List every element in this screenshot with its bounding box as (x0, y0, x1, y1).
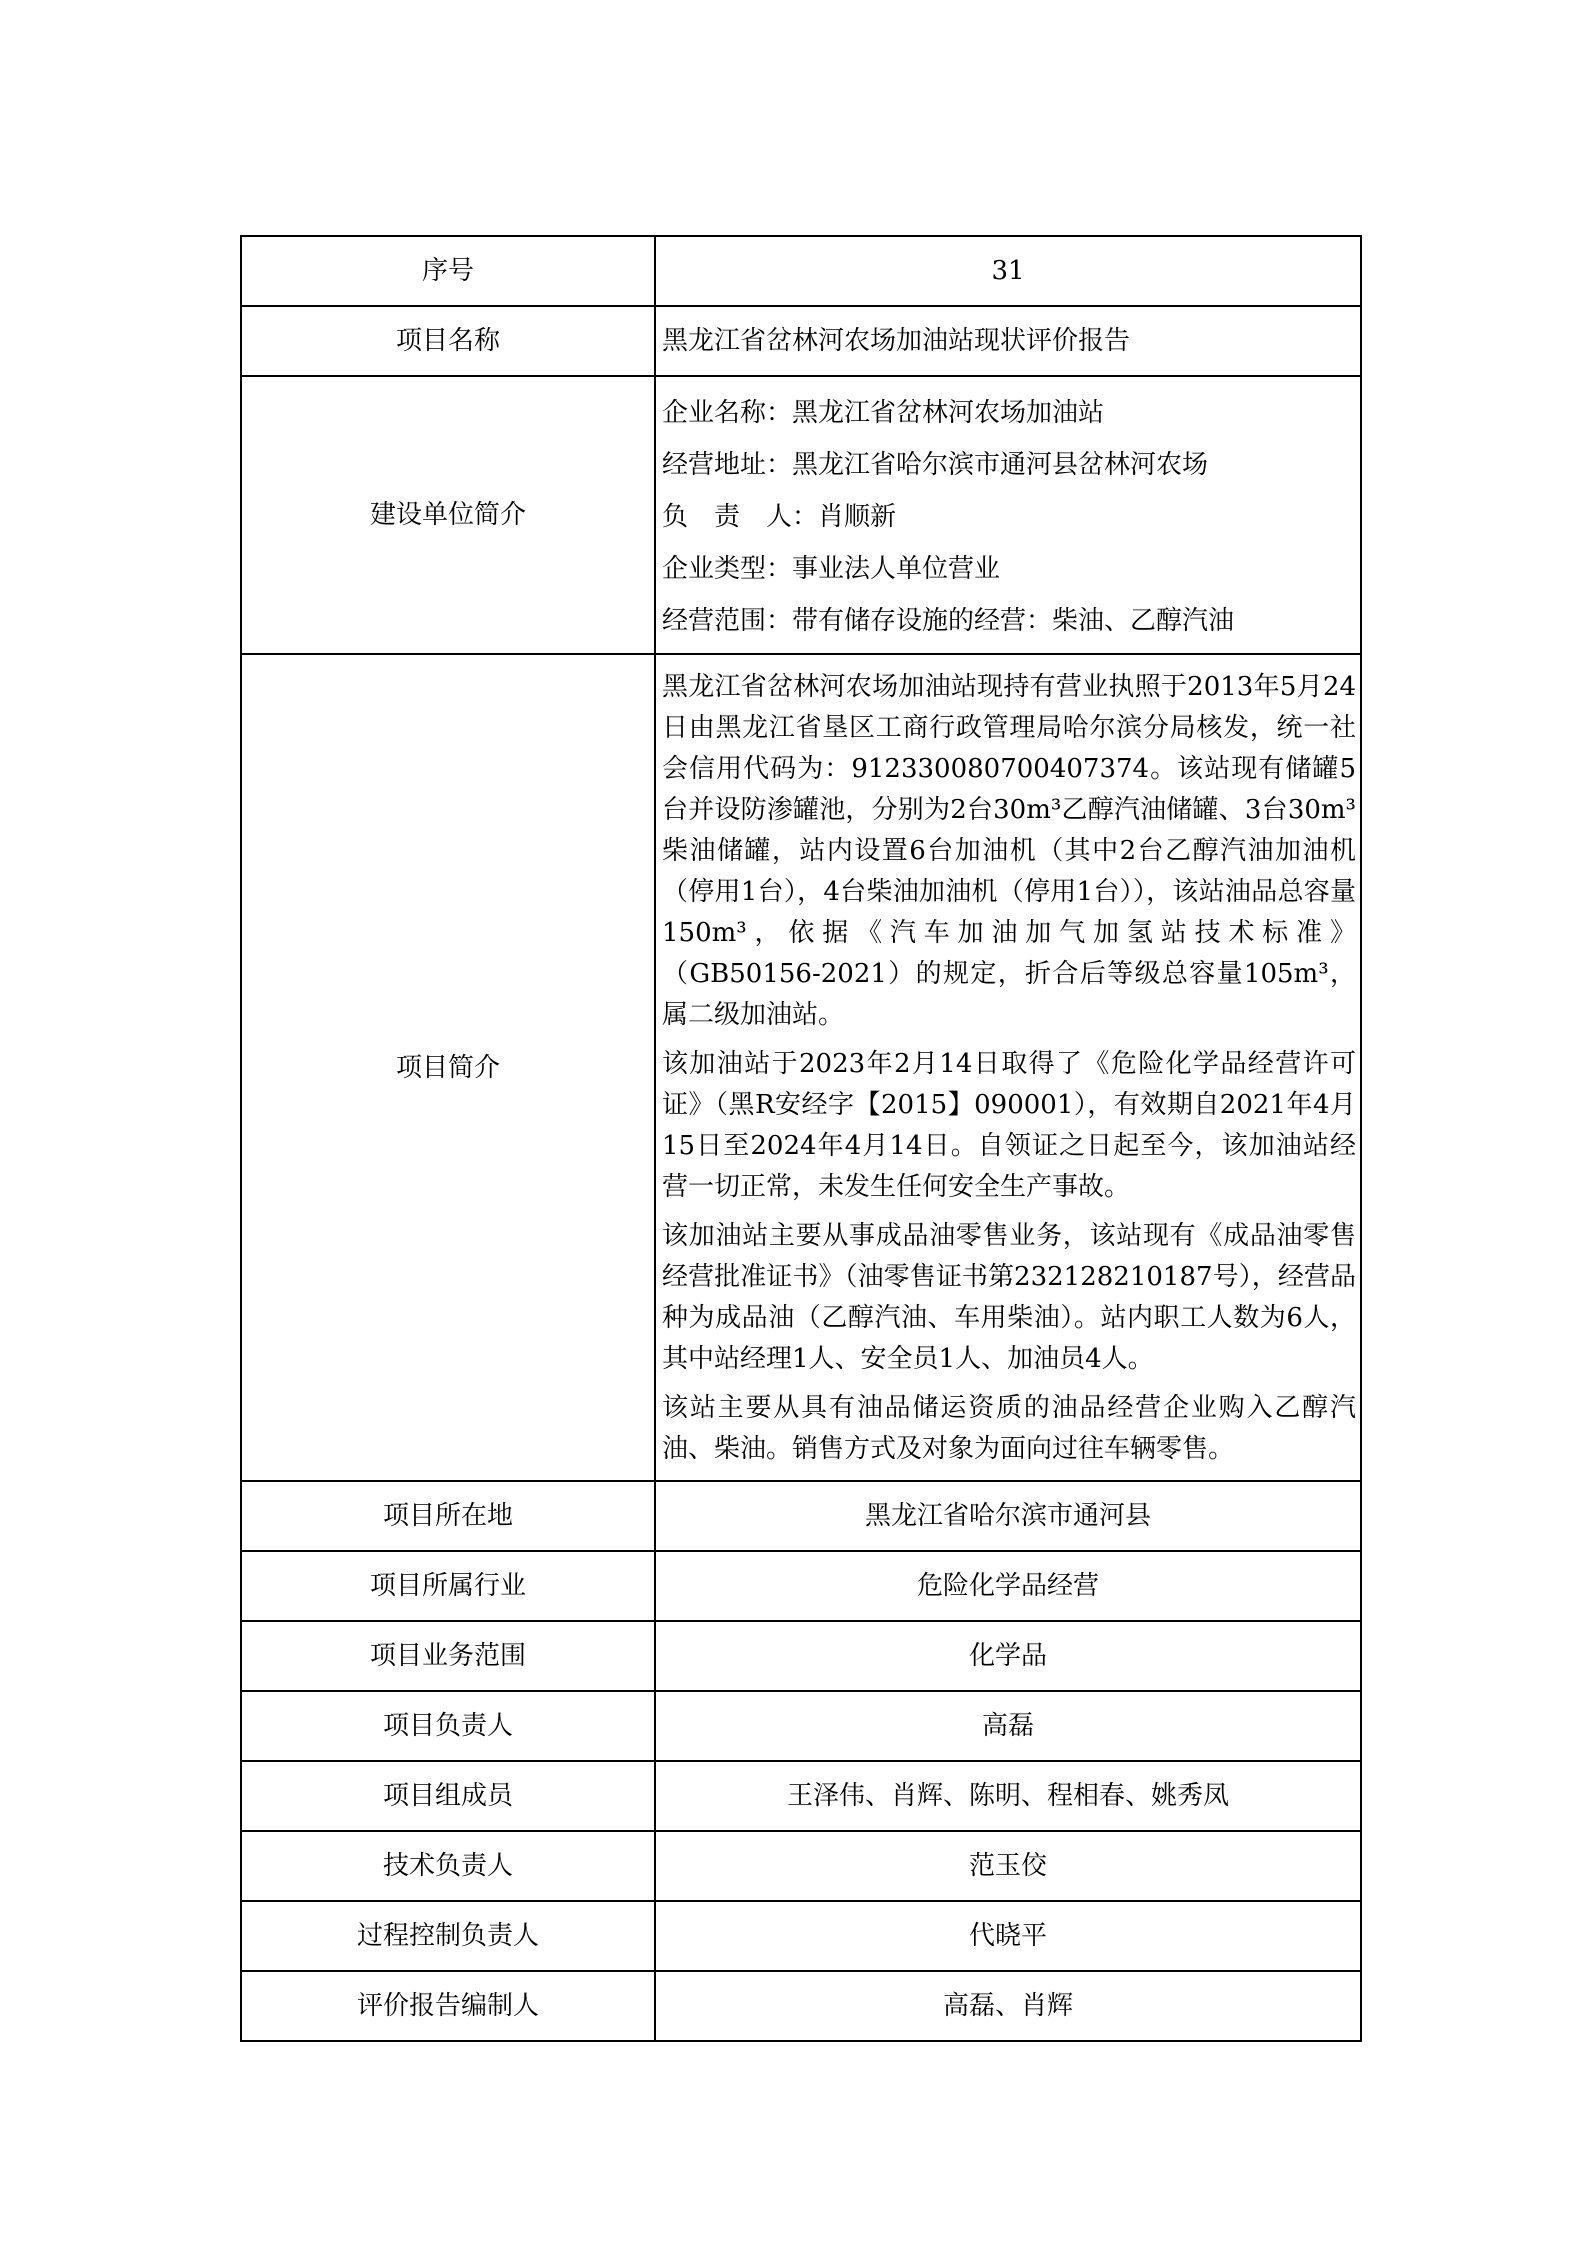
intro-paragraph: 黑龙江省岔林河农场加油站现持有营业执照于2013年5月24日由黑龙江省垦区工商行政管理局哈尔滨分局核发，统一社会信用代码为：91233008070040737​4。该站现有储罐5台并设防渗罐池，分别为2台30m³乙醇汽油储罐、3台30m³柴油储罐，站内设置6台加油机（其中2台乙醇汽油加油机（停用1台），4台柴油加油机（停用1台）），该站油品总容量150m³，依据《汽车加油加气加氢站技术标准》（GB50156-2021）的规定，折合后等级总容量105m³，属二级加油站。 (662, 672, 1356, 1030)
project-intro-value (655, 654, 1361, 1481)
unit-type: 企业类型：事业法人单位营业 (662, 554, 1001, 584)
intro-paragraph: 该站主要从具有油品储运资质的油品经营企业购入乙醇汽油、柴油。销售方式及对象为面向过往车辆零售。 (662, 1393, 1356, 1464)
row-project-leader (241, 1691, 1361, 1761)
report-author-label: 评价报告编制人 (241, 1971, 655, 2041)
unit-person-in-charge: 负 责 人：肖顺新 (662, 502, 897, 532)
row-location (241, 1481, 1361, 1551)
row-report-author (241, 1971, 1361, 2041)
project-leader-value: 高磊 (655, 1691, 1361, 1761)
row-project-name (241, 306, 1361, 376)
business-scope-label: 项目业务范围 (241, 1621, 655, 1691)
business-scope-value: 化学品 (655, 1621, 1361, 1691)
team-members-label: 项目组成员 (241, 1761, 655, 1831)
location-value: 黑龙江省哈尔滨市通河县 (655, 1481, 1361, 1551)
project-leader-label: 项目负责人 (241, 1691, 655, 1761)
project-info-table (240, 235, 1362, 2042)
project-intro-label: 项目简介 (241, 654, 655, 1481)
location-label: 项目所在地 (241, 1481, 655, 1551)
seq-label: 序号 (241, 236, 655, 306)
project-name-value: 黑龙江省岔林河农场加油站现状评价报告 (655, 306, 1361, 376)
unit-address: 经营地址：黑龙江省哈尔滨市通河县岔林河农场 (662, 450, 1209, 480)
unit-intro-label: 建设单位简介 (241, 376, 655, 654)
row-team-members (241, 1761, 1361, 1831)
unit-business-scope: 经营范围：带有储存设施的经营：柴油、乙醇汽油 (662, 606, 1235, 636)
industry-value: 危险化学品经营 (655, 1551, 1361, 1621)
row-project-intro (241, 654, 1361, 1481)
row-seq (241, 236, 1361, 306)
process-control-value: 代晓平 (655, 1901, 1361, 1971)
unit-intro-value (655, 376, 1361, 654)
intro-paragraph: 该加油站主要从事成品油零售业务，该站现有《成品油零售经营批准证书》（油零售证书第232128210187号），经营品种为成品油（乙醇汽油、车用柴油）。站内职工人数为6人，其中站经理1人、安全员1人、加油员4人。 (662, 1221, 1356, 1374)
intro-paragraph: 该加油站于2023年2月14日取得了《危险化学品经营许可证》（黑R安经字【2015】090001），有效期自2021年4月15日至2024年4月14日。自领证之日起至今，该加油站经营一切正常，未发生任何安全生产事故。 (662, 1049, 1356, 1202)
tech-leader-value: 范玉佼 (655, 1831, 1361, 1901)
seq-value: 31 (655, 236, 1361, 306)
row-tech-leader (241, 1831, 1361, 1901)
row-process-control (241, 1901, 1361, 1971)
tech-leader-label: 技术负责人 (241, 1831, 655, 1901)
unit-company-name: 企业名称：黑龙江省岔林河农场加油站 (662, 398, 1105, 428)
row-industry (241, 1551, 1361, 1621)
row-business-scope (241, 1621, 1361, 1691)
industry-label: 项目所属行业 (241, 1551, 655, 1621)
team-members-value: 王泽伟、肖辉、陈明、程相春、姚秀凤 (655, 1761, 1361, 1831)
project-name-label: 项目名称 (241, 306, 655, 376)
process-control-label: 过程控制负责人 (241, 1901, 655, 1971)
report-author-value: 高磊、肖辉 (655, 1971, 1361, 2041)
row-unit-intro (241, 376, 1361, 654)
